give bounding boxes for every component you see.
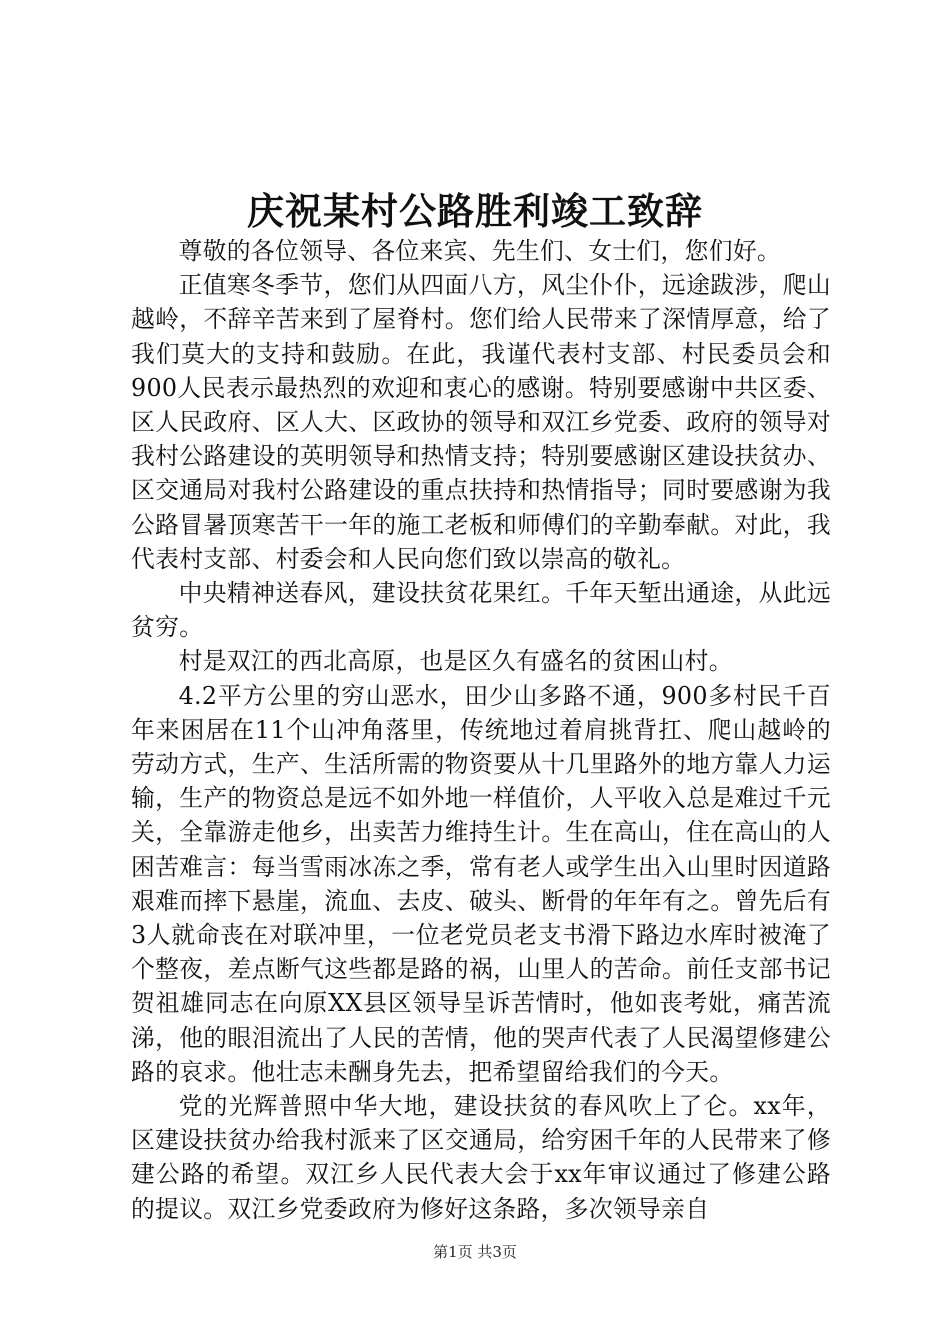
paragraph-greeting: 尊敬的各位领导、各位来宾、先生们、女士们，您们好。 — [178, 237, 782, 265]
paragraph-welcome: 正值寒冬季节，您们从四面八方，风尘仆仆，远途跋涉，爬山越岭，不辞辛苦来到了屋脊村。您们给人民带来了深情厚意，给了我们莫大的支持和鼓励。在此，我谨代表村支部、村民委员会和900人民表示最热烈的欢迎和衷心的感谢。特别要感谢中共区委、区人民政府、区人大、区政协的领导和双江乡党委、政府的领导对我村公路建设的英明领导和热情支持；特别要感谢区建设扶贫办、区交通局对我村公路建设的重点扶持和热情指导；同时要感谢为我公路冒暑顶寒苦干一年的施工老板和师傅们的辛勤奉献。对此，我代表村支部、村委会和人民向您们致以崇高的敬礼。 — [131, 271, 831, 573]
paragraph-hardship: 4.2平方公里的穷山恶水，田少山多路不通，900多村民千百年来困居在11个山冲角落里，传统地过着肩挑背扛、爬山越岭的劳动方式，生产、生活所需的物资要从十几里路外的地方靠人力运输，生产的物资总是远不如外地一样值价，人平收入总是难过千元关，全靠游走他乡，出卖苦力维持生计。生在高山，住在高山的人困苦难言：每当雪雨冰冻之季，常有老人或学生出入山里时因道路艰难而摔下悬崖，流血、去皮、破头、断骨的年年有之。曾先后有3人就命丧在对联冲里，一位老党员老支书滑下路边水库时被淹了个整夜，差点断气这些都是路的祸，山里人的苦命。前任支部书记贺祖雄同志在向原XX县区领导呈诉苦情时，他如丧考妣，痛苦流涕，他的眼泪流出了人民的苦情，他的哭声代表了人民渴望修建公路的哀求。他壮志未酬身先去，把希望留给我们的今天。 — [131, 681, 831, 1086]
document-title: 庆祝某村公路胜利竣工致辞 — [247, 189, 703, 233]
paragraph-construction: 党的光辉普照中华大地，建设扶贫的春风吹上了仑。xx年，区建设扶贫办给我村派来了区交通局，给穷困千年的人民带来了修建公路的希望。双江乡人民代表大会于xx年审议通过了修建公路的提议。双江乡党委政府为修好这条路，多次领导亲自 — [131, 1092, 831, 1223]
paragraph-slogan: 中央精神送春风，建设扶贫花果红。千年天堑出通途，从此远贫穷。 — [131, 579, 831, 642]
document-body — [131, 234, 831, 1226]
page-footer: 第1页 共3页 — [433, 1243, 517, 1261]
paragraph-village-intro: 村是双江的西北高原，也是区久有盛名的贫困山村。 — [178, 647, 733, 676]
